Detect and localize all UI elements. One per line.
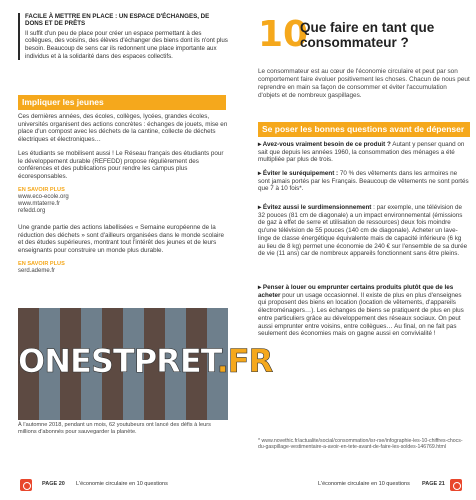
question-item: ▸ Évitez aussi le surdimensionnement : par exemple, une télévision de 32 pouces (81 cm de diagonale) a un impact environnemental (émissions de gaz à effet de serre et utilisation de ressources) deux fois moindre qu'une télévision de 55 pouces (140 cm de diagonale). Acheter un lave-linge de classe énergétique équivalente mais de capacité inférieure (6 kg au lieu de 8 kg) permet une économie de 240 € sur l'ensemble de sa durée de vie (11 ans) car de nombreux appareils fonctionnent sans être pleins. [258, 204, 468, 258]
learn-more-label: EN SAVOIR PLUS [18, 186, 65, 193]
footnote-link[interactable]: * www.novethic.fr/actualite/social/consommation/isr-rse/infographie-les-10-chiffres-chocs-du-gaspillage-vestimentaire-a-avoir-en-tete-avant-de-faire-les-soldes-146769.html [258, 438, 463, 451]
photo-tile [81, 308, 102, 330]
learn-more-link[interactable]: serd.ademe.fr [18, 267, 56, 274]
left-footer [0, 476, 238, 494]
learn-more-link[interactable]: www.eco-ecole.org [18, 193, 69, 200]
photo-brand-text: ONESTPRET.FR [18, 342, 273, 380]
photo-tile [81, 398, 102, 420]
question-item: ▸ Éviter le suréquipement : 70 % des vêtements dans les armoires ne sont jamais portés par les Français. Beaucoup de vêtements ne sont portés que 7 à 10 fois*. [258, 170, 469, 193]
chapter-title: Que faire en tant que consommateur ? [300, 20, 435, 50]
page-number: PAGE 20 [42, 481, 65, 487]
photo-tile [165, 398, 186, 420]
right-page [238, 0, 476, 500]
footer-title: L'économie circulaire en 10 questions [318, 481, 410, 487]
paragraph-serd: Une grande partie des actions labellisées « Semaine européenne de la réduction des déchets » sont d'ailleurs organisées dans le monde scolaire et des études supérieures, montrant tout l'intérêt des jeunes et de leurs enseignants pour construire un monde plus durable. [18, 223, 224, 254]
youth-section-body [18, 113, 228, 275]
photo-tile [39, 308, 60, 330]
box-title: FACILE À METTRE EN PLACE : UN ESPACE D'ÉCHANGES, DE DONS ET DE PRÊTS [25, 13, 210, 28]
page-number: PAGE 21 [422, 481, 445, 487]
photo-tile [60, 308, 81, 330]
right-footer [238, 476, 476, 494]
box-text: Il suffit d'un peu de place pour créer un espace permettant à des collègues, des voisins, des élèves d'échanger des biens dont ils n'ont plus besoin. Beaucoup de sens car ils redonnent une place importante aux individus et à la solidarité dans des espaces collectifs. [25, 29, 228, 60]
footer-title: L'économie circulaire en 10 questions [76, 481, 168, 487]
photo-tile [123, 398, 144, 420]
photo-tile [102, 308, 123, 330]
section-title-youth: Impliquer les jeunes [18, 95, 226, 110]
photo-tile [123, 308, 144, 330]
photo-tile [39, 398, 60, 420]
learn-more-2 [18, 261, 228, 275]
photo-tile [18, 308, 39, 330]
logo-icon [20, 479, 32, 491]
youtubers-photo [18, 308, 273, 420]
learn-more-label: EN SAVOIR PLUS [18, 260, 65, 267]
logo-icon [450, 479, 462, 491]
learn-more-link[interactable]: refedd.org [18, 208, 46, 215]
question-item: ▸ Avez-vous vraiment besoin de ce produit ? Autant y penser quand on sait que depuis les années 1960, la consommation des ménages a été multipliée par plus de trois. [258, 141, 465, 164]
photo-tile [207, 308, 228, 330]
question-item: ▸ Penser à louer ou emprunter certains produits plutôt que de les acheter pour un usage occasionnel. Il existe de plus en plus d'enseignes qui proposent des biens en location (location de vêtements, d'appareils électroménagers…). Les échanges de biens se pratiquent de plus en plus entre particuliers grâce au développement des réseaux sociaux. On peut aussi emprunter entre voisins, entre collègues… Au final, on ne fait pas seulement des économies mais on gagne aussi en convivialité ! [258, 284, 464, 338]
section-title-questions: Se poser les bonnes questions avant de dépenser [258, 122, 470, 137]
chapter-number: 10 [258, 14, 309, 55]
photo-tile [186, 398, 207, 420]
photo-tile [207, 398, 228, 420]
chapter-intro: Le consommateur est au cœur de l'économie circulaire et peut par son comportement faire évoluer positivement les choses. Chacun de nous peut reprendre en main sa façon de consommer et éviter l'accumulation d'objets et de nombreux gaspillages. [258, 68, 470, 99]
photo-tile [186, 308, 207, 330]
photo-tile [165, 308, 186, 330]
paragraph-students: Les étudiants se mobilisent aussi ! Le Réseau français des étudiants pour le développement durable (REFEDD) propose régulièrement des conférences et des publications pour rendre les campus plus écoresponsables. [18, 149, 224, 180]
photo-tile [144, 398, 165, 420]
paragraph-schools: Ces dernières années, des écoles, collèges, lycées, grandes écoles, universités organisent des actions concrètes : échanges de jouets, mise en place d'un compost avec les déchets de la cantine, collecte de déchets électriques et électroniques… [18, 113, 228, 144]
photo-tile [102, 398, 123, 420]
photo-caption: À l'automne 2018, pendant un mois, 62 youtubeurs ont lancé des défis à leurs millions d'abonnés pour sauvegarder la planète. [18, 422, 211, 435]
photo-tile [144, 308, 165, 330]
photo-tile [60, 398, 81, 420]
photo-tile [18, 398, 39, 420]
exchange-space-box [18, 13, 228, 60]
learn-more-link[interactable]: www.mtaterre.fr [18, 201, 61, 208]
learn-more-1 [18, 187, 228, 216]
